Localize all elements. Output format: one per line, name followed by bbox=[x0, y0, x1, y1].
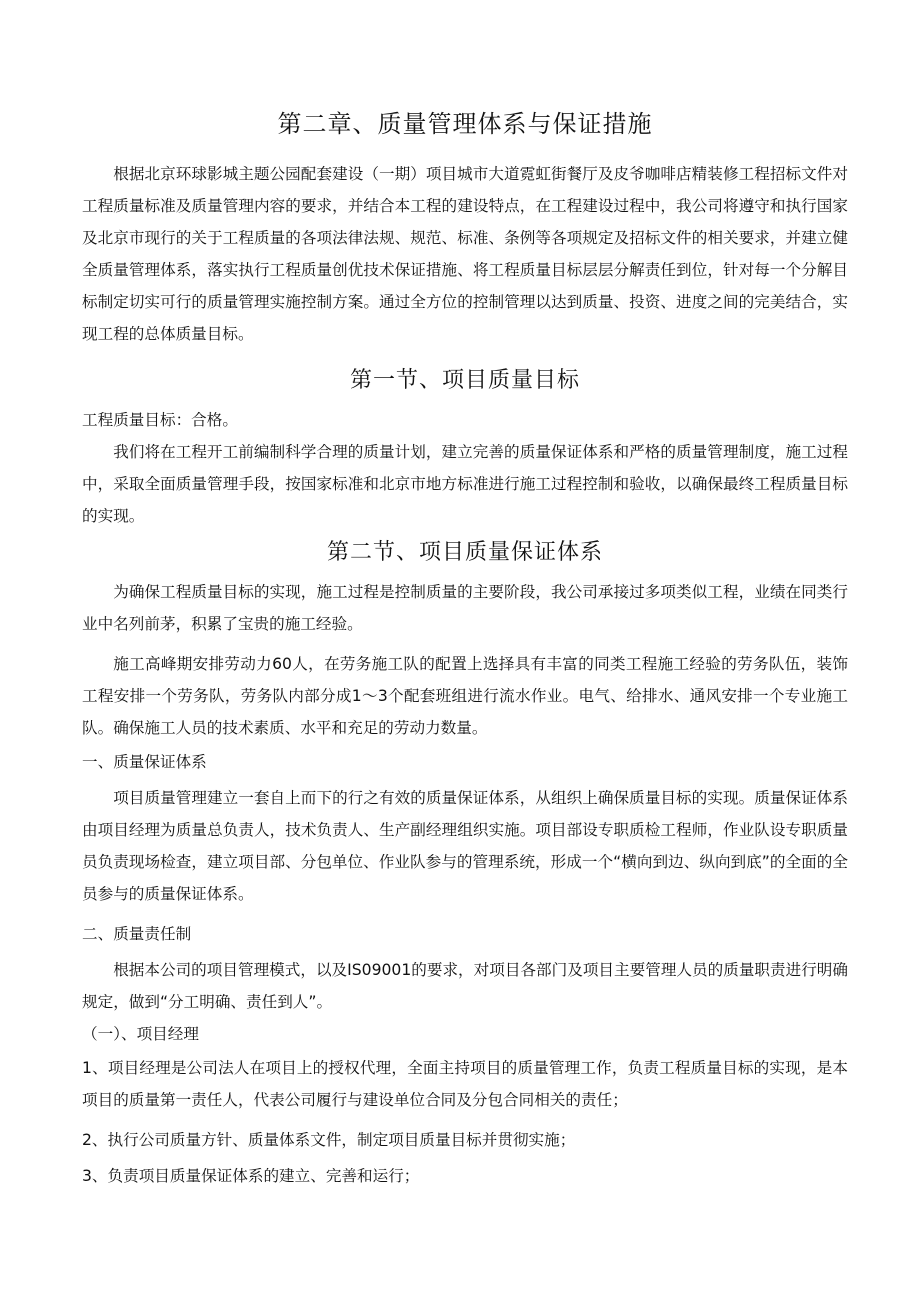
subheading-quality-system: 一、质量保证体系 bbox=[82, 753, 207, 771]
system-paragraph-2: 施工高峰期安排劳动力60人，在劳务施工队的配置上选择具有丰富的同类工程施工经验的劳务队伍，装饰工程安排一个劳务队，劳务队内部分成1～3个配套班组进行流水作业。电气、给排水、通风安排一个专业施工队。确保施工人员的技术素质、水平和充足的劳动力数量。 bbox=[82, 655, 848, 737]
list-item: 2、执行公司质量方针、质量体系文件，制定项目质量目标并贯彻实施； bbox=[82, 1131, 576, 1149]
quality-system-paragraph: 项目质量管理建立一套自上而下的行之有效的质量保证体系，从组织上确保质量目标的实现。质量保证体系由项目经理为质量总负责人，技术负责人、生产副经理组织实施。项目部设专职质检工程师，作业队设专职质量员负责现场检查，建立项目部、分包单位、作业队参与的管理系统，形成一个“横向到边、纵向到底”的全面的全员参与的质量保证体系。 bbox=[82, 789, 848, 903]
quality-goal-line: 工程质量目标：合格。 bbox=[82, 411, 238, 429]
list-item: 3、负责项目质量保证体系的建立、完善和运行； bbox=[82, 1167, 420, 1185]
system-paragraph-1: 为确保工程质量目标的实现，施工过程是控制质量的主要阶段，我公司承接过多项类似工程，业绩在同类行业中名列前茅，积累了宝贵的施工经验。 bbox=[82, 583, 848, 633]
responsibility-paragraph: 根据本公司的项目管理模式，以及IS09001的要求，对项目各部门及项目主要管理人员的质量职责进行明确规定，做到“分工明确、责任到人”。 bbox=[82, 961, 848, 1011]
subheading-project-manager: （一）、项目经理 bbox=[82, 1025, 199, 1043]
subheading-responsibility: 二、质量责任制 bbox=[82, 925, 192, 943]
quality-goal-paragraph: 我们将在工程开工前编制科学合理的质量计划，建立完善的质量保证体系和严格的质量管理制度，施工过程中，采取全面质量管理手段，按国家标准和北京市地方标准进行施工过程控制和验收，以确保最终工程质量目标的实现。 bbox=[82, 443, 848, 525]
chapter-title: 第二章、质量管理体系与保证措施 bbox=[277, 110, 653, 138]
section-title-quality-goal: 第一节、项目质量目标 bbox=[349, 368, 580, 393]
intro-paragraph: 根据北京环球影城主题公园配套建设（一期）项目城市大道霓虹街餐厅及皮爷咖啡店精装修工程招标文件对工程质量标准及质量管理内容的要求，并结合本工程的建设特点，在工程建设过程中，我公司将遵守和执行国家及北京市现行的关于工程质量的各项法律法规、规范、标准、条例等各项规定及招标文件的相关要求，并建立健全质量管理体系，落实执行工程质量创优技术保证措施、将工程质量目标层层分解责任到位，针对每一个分解目标制定切实可行的质量管理实施控制方案。通过全方位的控制管理以达到质量、投资、进度之间的完美结合，实现工程的总体质量目标。 bbox=[82, 165, 848, 343]
section-title-quality-system: 第二节、项目质量保证体系 bbox=[326, 540, 603, 565]
list-item: 1、项目经理是公司法人在项目上的授权代理，全面主持项目的质量管理工作，负责工程质量目标的实现，是本项目的质量第一责任人，代表公司履行与建设单位合同及分包合同相关的责任； bbox=[82, 1059, 848, 1109]
